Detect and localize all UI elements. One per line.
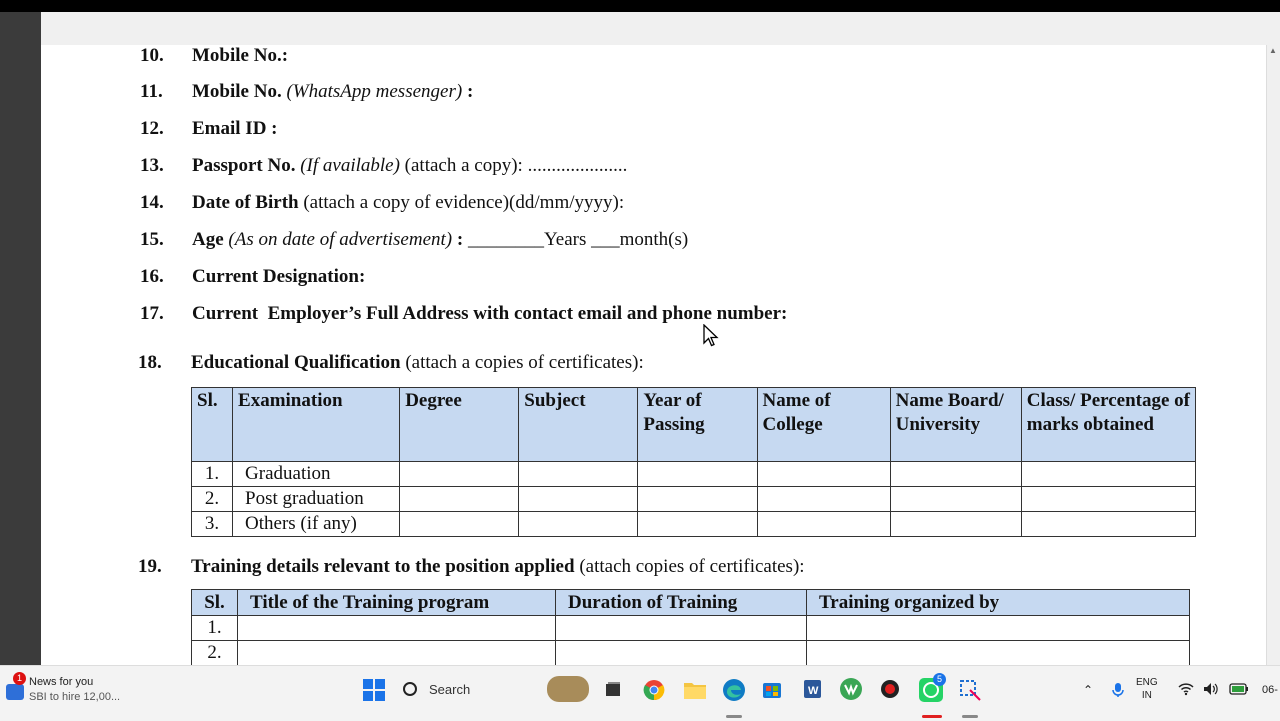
item-rest: (attach a copy): ..................... [404, 155, 628, 176]
sl-cell: 2. [192, 487, 233, 512]
record-icon[interactable] [880, 679, 900, 699]
subject-cell[interactable] [519, 487, 638, 512]
year-cell[interactable] [638, 462, 757, 487]
item-number: 11. [140, 81, 163, 102]
degree-cell[interactable] [400, 512, 519, 537]
header-cell: Name Board/ University [890, 388, 1021, 462]
window-top-bar [0, 0, 1280, 12]
windows-start-icon[interactable] [362, 678, 386, 702]
degree-cell[interactable] [400, 487, 519, 512]
table-row [192, 616, 1190, 641]
exam-cell: Others (if any) [233, 512, 400, 537]
item-label: Email ID : [192, 118, 278, 139]
exam-cell: Graduation [233, 462, 400, 487]
header-cell: Name of College [757, 388, 890, 462]
news-icon [6, 684, 24, 700]
taskbar-search[interactable] [397, 676, 529, 704]
mouse-cursor-icon [703, 324, 719, 348]
search-highlight-image[interactable] [547, 676, 589, 702]
sl-cell: 3. [192, 512, 233, 537]
item-label: Current Designation: [192, 266, 366, 287]
college-cell[interactable] [757, 512, 890, 537]
item-rest: (attach a copy of evidence)(dd/mm/yyyy): [303, 192, 625, 213]
snipping-active-indicator [962, 715, 978, 718]
header-cell: Year of Passing [638, 388, 757, 462]
year-cell[interactable] [638, 487, 757, 512]
education-table [191, 387, 1196, 537]
vertical-scrollbar[interactable] [1266, 45, 1280, 665]
item-label: Training details relevant to the position applied [191, 556, 575, 577]
item-note: (If available) [300, 155, 400, 176]
item-rest: ________Years ___month(s) [467, 229, 689, 250]
item-label: Mobile No. [192, 81, 282, 102]
svg-text:W: W [808, 685, 819, 697]
header-cell: Degree [400, 388, 519, 462]
degree-cell[interactable] [400, 462, 519, 487]
item-colon: : [466, 81, 474, 102]
item-number: 16. [140, 266, 164, 287]
scroll-up-arrow-icon[interactable]: ▲ [1269, 46, 1277, 55]
file-explorer-icon[interactable] [683, 679, 707, 701]
item-label: Date of Birth [192, 192, 299, 213]
chevron-up-icon[interactable]: ⌃ [1083, 683, 1094, 697]
header-cell: Training organized by [807, 590, 1190, 616]
item-label: Mobile No.: [192, 45, 289, 66]
word-icon[interactable] [801, 678, 823, 700]
item-note: (As on date of advertisement) [228, 229, 453, 250]
edge-icon[interactable] [722, 678, 746, 702]
viewer-left-margin [0, 12, 41, 665]
table-row [192, 512, 1196, 537]
item-colon: : [456, 229, 464, 250]
organizer-cell[interactable] [807, 616, 1190, 641]
header-cell: Duration of Training [556, 590, 807, 616]
news-widget[interactable] [2, 674, 142, 710]
whatsapp-active-indicator [922, 715, 942, 718]
task-view-icon[interactable] [603, 680, 623, 700]
table-row [192, 641, 1190, 666]
item-label: Passport No. [192, 155, 296, 176]
header-cell: Examination [233, 388, 400, 462]
whatsapp-badge: 5 [933, 673, 946, 686]
volume-icon[interactable] [1203, 682, 1219, 696]
exam-cell: Post graduation [233, 487, 400, 512]
year-cell[interactable] [638, 512, 757, 537]
header-cell: Title of the Training program [238, 590, 556, 616]
college-cell[interactable] [757, 462, 890, 487]
item-number: 17. [140, 303, 164, 324]
item-note: (WhatsApp messenger) [286, 81, 463, 102]
table-row [192, 462, 1196, 487]
board-cell[interactable] [890, 487, 1021, 512]
app-green-icon[interactable] [839, 677, 863, 701]
item-label: Current Employer’s Full Address with contact email and phone number: [192, 303, 788, 324]
board-cell[interactable] [890, 512, 1021, 537]
language-indicator[interactable] [1136, 676, 1158, 702]
battery-icon[interactable] [1229, 683, 1249, 695]
marks-cell[interactable] [1021, 512, 1195, 537]
college-cell[interactable] [757, 487, 890, 512]
item-rest: (attach a copies of certificates): [405, 352, 644, 373]
sl-cell: 1. [192, 616, 238, 641]
microphone-icon[interactable] [1112, 682, 1124, 698]
item-number: 18. [138, 352, 162, 373]
item-number: 19. [138, 556, 162, 577]
item-number: 14. [140, 192, 164, 213]
item-label: Age [192, 229, 224, 250]
news-subtitle: SBI to hire 12,00... [29, 691, 121, 703]
subject-cell[interactable] [519, 462, 638, 487]
duration-cell[interactable] [556, 641, 807, 666]
document-page [41, 45, 1266, 665]
clock[interactable]: 06- [1262, 684, 1278, 696]
subject-cell[interactable] [519, 512, 638, 537]
wifi-icon[interactable] [1178, 682, 1194, 696]
item-rest: (attach copies of certificates): [579, 556, 805, 577]
chrome-icon[interactable] [643, 679, 665, 701]
training-table [191, 589, 1190, 665]
header-cell: Subject [519, 388, 638, 462]
table-header-row [192, 590, 1190, 616]
header-cell: Class/ Percentage of marks obtained [1021, 388, 1195, 462]
item-number: 12. [140, 118, 164, 139]
snipping-tool-icon[interactable] [958, 678, 982, 702]
marks-cell[interactable] [1021, 487, 1195, 512]
item-number: 15. [140, 229, 164, 250]
sl-cell: 1. [192, 462, 233, 487]
language-code: ENG [1136, 677, 1158, 688]
header-cell: Sl. [192, 590, 238, 616]
board-cell[interactable] [890, 462, 1021, 487]
duration-cell[interactable] [556, 616, 807, 641]
table-header-row [192, 388, 1196, 462]
header-cell: Sl. [192, 388, 233, 462]
sl-cell: 2. [192, 641, 238, 666]
organizer-cell[interactable] [807, 641, 1190, 666]
edge-active-indicator [726, 715, 742, 718]
news-title: News for you [29, 676, 94, 688]
item-number: 13. [140, 155, 164, 176]
title-cell[interactable] [238, 641, 556, 666]
item-label: Educational Qualification [191, 352, 401, 373]
marks-cell[interactable] [1021, 462, 1195, 487]
table-row [192, 487, 1196, 512]
windows-taskbar [0, 665, 1280, 721]
title-cell[interactable] [238, 616, 556, 641]
news-badge: 1 [13, 672, 26, 685]
search-icon [403, 682, 417, 696]
item-number: 10. [140, 45, 164, 66]
store-icon[interactable] [761, 678, 783, 700]
search-label: Search [429, 682, 471, 697]
region-code: IN [1141, 690, 1152, 701]
